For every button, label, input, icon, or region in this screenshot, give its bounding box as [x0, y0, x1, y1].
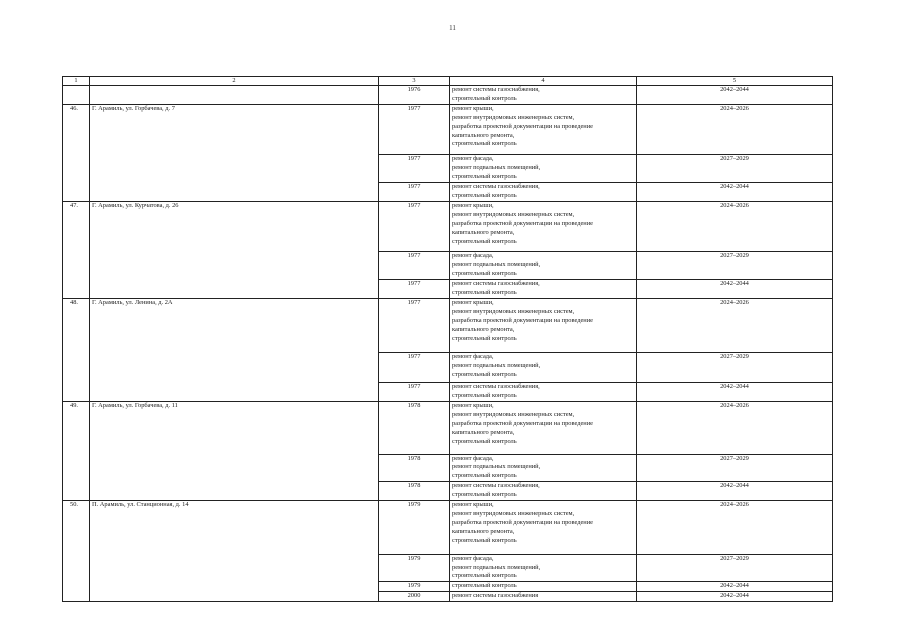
work-item: капитального ремонта,	[452, 325, 515, 333]
period-cell: 2042–2044	[637, 482, 833, 501]
work-item: строительный контроль	[452, 392, 517, 400]
work-item: ремонт подвальных помещений,	[452, 563, 541, 571]
work-item: капитального ремонта,	[452, 527, 515, 535]
work-item: разработка проектной документации на проведение	[452, 419, 593, 427]
works-cell	[450, 86, 637, 105]
works-cell	[450, 183, 637, 202]
work-item: строительный контроль	[452, 289, 517, 297]
row-number-cell: 46.	[63, 104, 90, 201]
year-cell: 1977	[379, 104, 450, 155]
work-item: строительный контроль	[452, 582, 517, 590]
work-item: строительный контроль	[452, 334, 517, 342]
table-row	[63, 86, 833, 105]
year-cell: 1977	[379, 280, 450, 299]
header-row	[63, 77, 833, 86]
period-cell: 2042–2044	[637, 86, 833, 105]
period-cell: 2024–2026	[637, 104, 833, 155]
works-cell	[450, 280, 637, 299]
period-cell: 2042–2044	[637, 582, 833, 592]
period-cell: 2024–2026	[637, 402, 833, 455]
work-item: ремонт внутридомовых инженерных систем,	[452, 410, 575, 418]
work-item: строительный контроль	[452, 371, 517, 379]
year-cell: 1977	[379, 183, 450, 202]
address-cell: Г. Арамиль, ул. Горбачева, д. 7	[90, 104, 379, 201]
work-item: ремонт внутридомовых инженерных систем,	[452, 307, 575, 315]
works-cell	[450, 454, 637, 482]
period-cell: 2024–2026	[637, 298, 833, 353]
work-item: ремонт крыши,	[452, 402, 494, 409]
year-cell: 2000	[379, 592, 450, 602]
works-cell	[450, 482, 637, 501]
address-cell	[90, 86, 379, 105]
work-item: строительный контроль	[452, 191, 517, 199]
work-item: строительный контроль	[452, 270, 517, 278]
column-header-year: 3	[379, 77, 450, 86]
year-cell: 1977	[379, 383, 450, 402]
work-item: ремонт крыши,	[452, 201, 494, 209]
work-item: ремонт крыши,	[452, 298, 494, 306]
table-row	[63, 298, 833, 353]
period-cell: 2024–2026	[637, 201, 833, 252]
work-item: ремонт внутридомовых инженерных систем,	[452, 113, 575, 121]
row-number-cell: 48.	[63, 298, 90, 401]
work-item: ремонт крыши,	[452, 104, 494, 112]
period-cell: 2042–2044	[637, 183, 833, 202]
works-cell	[450, 201, 637, 252]
work-item: ремонт фасада,	[452, 554, 494, 562]
works-cell	[450, 582, 637, 592]
work-item: строительный контроль	[452, 536, 517, 544]
work-item: разработка проектной документации на проведение	[452, 122, 593, 130]
work-item: ремонт системы газоснабжения,	[452, 280, 540, 288]
row-number-cell: 50.	[63, 501, 90, 602]
works-cell	[450, 592, 637, 602]
period-cell: 2042–2044	[637, 592, 833, 602]
year-cell: 1977	[379, 201, 450, 252]
works-cell	[450, 298, 637, 353]
work-item: ремонт системы газоснабжения	[452, 592, 539, 600]
column-header-number: 1	[63, 77, 90, 86]
table-row	[63, 201, 833, 252]
period-cell: 2027–2029	[637, 454, 833, 482]
period-cell: 2027–2029	[637, 155, 833, 183]
work-item: строительный контроль	[452, 491, 517, 499]
column-header-works: 4	[450, 77, 637, 86]
work-item: ремонт подвальных помещений,	[452, 261, 541, 269]
address-cell: Г. Арамиль, ул. Ленина, д. 2А	[90, 298, 379, 401]
address-cell: Г. Арамиль, ул. Курчатова, д. 26	[90, 201, 379, 298]
period-cell: 2024–2026	[637, 501, 833, 555]
year-cell: 1978	[379, 454, 450, 482]
work-item: разработка проектной документации на проведение	[452, 316, 593, 324]
year-cell: 1977	[379, 298, 450, 353]
row-number-cell: 47.	[63, 201, 90, 298]
work-item: ремонт фасада,	[452, 454, 494, 462]
work-item: строительный контроль	[452, 237, 517, 245]
table-row	[63, 402, 833, 455]
work-item: ремонт внутридомовых инженерных систем,	[452, 210, 575, 218]
period-cell: 2027–2029	[637, 252, 833, 280]
work-item: ремонт системы газоснабжения,	[452, 86, 540, 93]
period-cell: 2042–2044	[637, 383, 833, 402]
work-item: ремонт крыши,	[452, 501, 494, 509]
column-header-address: 2	[90, 77, 379, 86]
work-item: разработка проектной документации на проведение	[452, 518, 593, 526]
work-item: ремонт фасада,	[452, 155, 494, 163]
work-item: капитального ремонта,	[452, 228, 515, 236]
work-item: ремонт системы газоснабжения,	[452, 383, 540, 391]
work-item: ремонт внутридомовых инженерных систем,	[452, 509, 575, 517]
works-cell	[450, 353, 637, 383]
year-cell: 1977	[379, 353, 450, 383]
works-cell	[450, 104, 637, 155]
works-cell	[450, 554, 637, 582]
works-cell	[450, 252, 637, 280]
column-header-period: 5	[637, 77, 833, 86]
year-cell: 1978	[379, 482, 450, 501]
year-cell: 1978	[379, 402, 450, 455]
year-cell: 1976	[379, 86, 450, 105]
row-number-cell: 49.	[63, 402, 90, 501]
period-cell: 2027–2029	[637, 554, 833, 582]
work-item: ремонт системы газоснабжения,	[452, 183, 540, 191]
works-cell	[450, 402, 637, 455]
work-item: строительный контроль	[452, 437, 517, 445]
year-cell: 1979	[379, 501, 450, 555]
period-cell: 2042–2044	[637, 280, 833, 299]
works-cell	[450, 383, 637, 402]
work-item: разработка проектной документации на проведение	[452, 219, 593, 227]
work-item: строительный контроль	[452, 94, 517, 102]
work-item: строительный контроль	[452, 472, 517, 480]
page-number: 11	[449, 24, 456, 32]
works-cell	[450, 501, 637, 555]
works-cell	[450, 155, 637, 183]
work-item: ремонт подвальных помещений,	[452, 463, 541, 471]
work-item: капитального ремонта,	[452, 428, 515, 436]
work-item: ремонт фасада,	[452, 252, 494, 260]
work-item: ремонт подвальных помещений,	[452, 362, 541, 370]
year-cell: 1979	[379, 582, 450, 592]
work-item: ремонт подвальных помещений,	[452, 164, 541, 172]
address-cell: П. Арамиль, ул. Станционная, д. 14	[90, 501, 379, 602]
row-number-cell	[63, 86, 90, 105]
work-item: строительный контроль	[452, 173, 517, 181]
year-cell: 1979	[379, 554, 450, 582]
year-cell: 1977	[379, 252, 450, 280]
period-cell: 2027–2029	[637, 353, 833, 383]
table-row	[63, 104, 833, 155]
work-item: ремонт фасада,	[452, 353, 494, 361]
work-item: ремонт системы газоснабжения,	[452, 482, 540, 490]
work-item: строительный контроль	[452, 572, 517, 580]
year-cell: 1977	[379, 155, 450, 183]
work-item: строительный контроль	[452, 140, 517, 148]
address-cell: Г. Арамиль, ул. Горбачева, д. 11	[90, 402, 379, 501]
work-item: капитального ремонта,	[452, 131, 515, 139]
table-body	[63, 86, 833, 602]
capital-repair-schedule-table	[62, 76, 833, 602]
table-row	[63, 501, 833, 555]
